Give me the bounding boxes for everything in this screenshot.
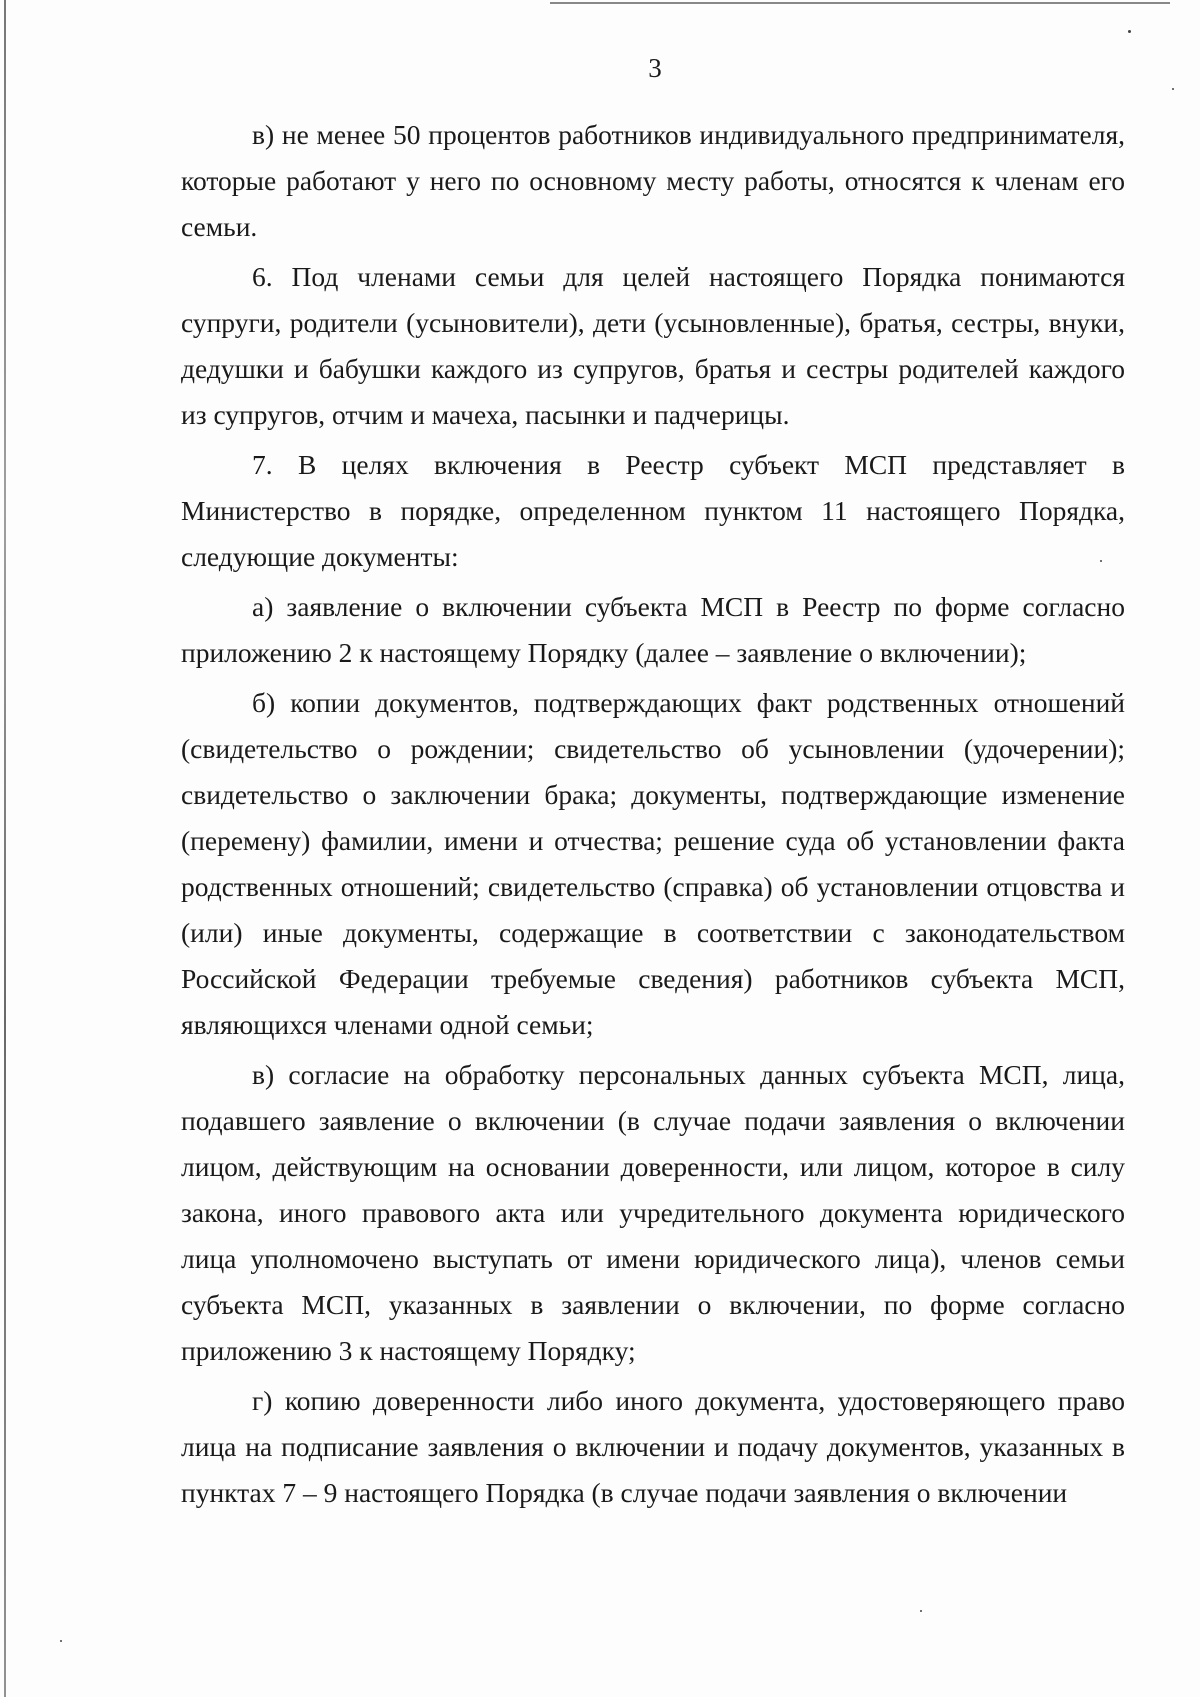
- page-number: 3: [648, 53, 662, 83]
- scan-speck: [920, 1610, 922, 1612]
- paragraph-5v: в) не менее 50 процентов работников индивидуального предпринимателя, которые работают у него по основному месту работы, относятся к членам его семьи.: [181, 119, 1125, 242]
- paragraph-7b: б) копии документов, подтверждающих факт родственных отношений (свидетельство о рождении; свидетельство об усыновлении (удочерении); свидетельство о заключении брака; документы, подтверждающие изменение (перемену) фамилии, имени и отчества; решение суда об установлении факта родственных отношений; свидетельство (справка) об установлении отцовства и (или) иные документы, содержащие в соответствии с законодательством Российской Федерации требуемые сведения) работников субъекта МСП, являющихся членами одной семьи;: [181, 687, 1125, 1040]
- paragraph-7a: а) заявление о включении субъекта МСП в Реестр по форме согласно приложению 2 к настоящему Порядку (далее – заявление о включении);: [181, 591, 1125, 668]
- scan-edge-top: [550, 2, 1170, 4]
- scan-speck: [60, 1640, 62, 1642]
- document-body: [181, 112, 1125, 1520]
- scan-edge-left: [4, 0, 6, 1697]
- paragraph-7v: в) согласие на обработку персональных данных субъекта МСП, лица, подавшего заявление о включении (в случае подачи заявления о включении лицом, действующим на основании доверенности, или лицом, которое в силу закона, иного правового акта или учредительного документа юридического лица уполномочено выступать от имени юридического лица), членов семьи субъекта МСП, указанных в заявлении о включении, по форме согласно приложению 3 к настоящему Порядку;: [181, 1059, 1125, 1366]
- paragraph-7g: г) копию доверенности либо иного документа, удостоверяющего право лица на подписание заявления о включении и подачу документов, указанных в пунктах 7 – 9 настоящего Порядка (в случае подачи заявления о включении: [181, 1385, 1125, 1508]
- scan-speck: [1128, 30, 1131, 33]
- scan-speck: [1172, 88, 1174, 90]
- paragraph-7: 7. В целях включения в Реестр субъект МСП представляет в Министерство в порядке, определенном пунктом 11 настоящего Порядка, следующие документы:: [181, 449, 1125, 572]
- paragraph-6: 6. Под членами семьи для целей настоящего Порядка понимаются супруги, родители (усыновители), дети (усыновленные), братья, сестры, внуки, дедушки и бабушки каждого из супругов, братья и сестры родителей каждого из супругов, отчим и мачеха, пасынки и падчерицы.: [181, 261, 1125, 430]
